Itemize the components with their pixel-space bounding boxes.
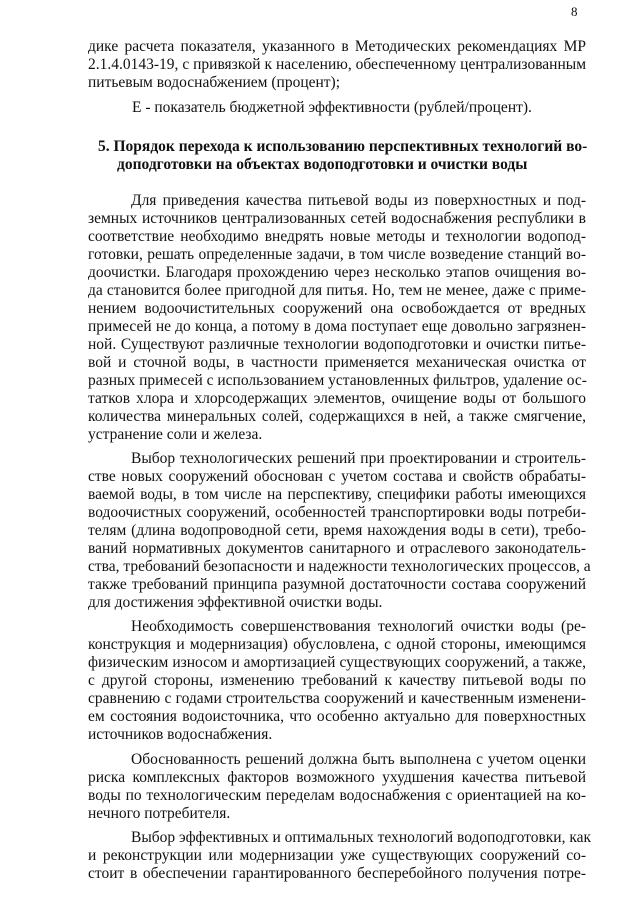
paragraph-line: ем состояния водоисточника, что особенно актуально для поверхностных — [88, 708, 586, 725]
paragraph-line: стоит в обеспечении гарантированного бесперебойного получения потре- — [88, 865, 586, 882]
paragraph-line: примесей не до конца, а потому в дома поступает еще довольно загрязнен- — [88, 318, 586, 335]
paragraph-line: и реконструкции или модернизации уже существующих сооружений со- — [88, 847, 586, 864]
paragraph-line: риска комплексных факторов возможного ухудшения качества питьевой — [88, 769, 586, 786]
paragraph-line: также требований принципа разумной достаточности состава сооружений — [88, 576, 586, 593]
paragraph-line: татков хлора и хлорсодержащих элементов, очищение воды от большого — [88, 390, 586, 407]
paragraph-line: вой и сточной воды, в частности применяется механическая очистка от — [88, 354, 586, 371]
paragraph-line: ваний нормативных документов санитарного и отраслевого законодатель- — [88, 540, 586, 557]
paragraph-line: Необходимость совершенствования технологий очистки воды (ре- — [131, 618, 586, 635]
paragraph-line: Выбор эффективных и оптимальных технологий водоподготовки, как — [131, 829, 592, 846]
intro-line: 2.1.4.0143-19, с привязкой к населению, обеспеченному централизованным — [88, 56, 586, 73]
paragraph-line: количества минеральных солей, содержащихся в ней, а также смягчение, — [88, 408, 586, 425]
paragraph-line: сравнению с годами строительства сооружений и качественным изменени- — [88, 690, 586, 707]
paragraph-line: воды по технологическим переделам водоснабжения с ориентацией на ко- — [88, 787, 586, 804]
paragraph-line: источников водоснабжения. — [88, 726, 273, 743]
paragraph-line: да становится более пригодной для питья. Но, тем не менее, даже с приме- — [88, 282, 586, 299]
paragraph-line: нением водоочистительных сооружений она освобождается от вредных — [88, 300, 586, 317]
paragraph-line: ваемой воды, в том числе на перспективу, специфики работы имеющихся — [88, 486, 586, 503]
paragraph-line: ства, требований безопасности и надежности технологических процессов, а — [88, 558, 591, 575]
paragraph-line: с другой стороны, изменению требований к качеству питьевой воды по — [88, 672, 586, 689]
intro-line: Е - показатель бюджетной эффективности (рублей/процент). — [132, 99, 532, 116]
section-heading: доподготовки на объектах водоподготовки и очистки воды — [117, 156, 528, 173]
paragraph-line: Обоснованность решений должна быть выполнена с учетом оценки — [131, 751, 586, 768]
paragraph-line: физическим износом и амортизацией существующих сооружений, а также, — [88, 654, 586, 671]
paragraph-line: разных примесей с использованием установленных фильтров, удаление ос- — [88, 372, 587, 389]
paragraph-line: Для приведения качества питьевой воды из поверхностных и под- — [131, 192, 586, 209]
paragraph-line: устранение соли и железа. — [88, 426, 263, 443]
intro-line: дике расчета показателя, указанного в Методических рекомендациях МР — [88, 38, 586, 55]
paragraph-line: доочистки. Благодаря прохождению через несколько этапов очищения во- — [88, 264, 586, 281]
intro-line: питьевым водоснабжением (процент); — [88, 74, 341, 91]
paragraph-line: земных источников централизованных сетей водоснабжения республики в — [88, 210, 586, 227]
paragraph-line: ной. Существуют различные технологии водоподготовки и очистки питье- — [88, 336, 586, 353]
paragraph-line: нечного потребителя. — [88, 805, 231, 822]
page-number: 8 — [571, 4, 578, 19]
paragraph-line: стве новых сооружений обоснован с учетом состава и свойств обрабаты- — [88, 468, 586, 485]
section-heading: 5. Порядок перехода к использованию перспективных технологий во- — [98, 138, 588, 155]
paragraph-line: телям (длина водопроводной сети, время нахождения воды в сети), требо- — [88, 522, 586, 539]
paragraph-line: соответствие необходимо внедрять новые методы и технологии водопод- — [88, 228, 586, 245]
paragraph-line: водоочистных сооружений, особенностей транспортировки воды потреби- — [88, 504, 586, 521]
paragraph-line: готовки, решать определенные задачи, в том числе возведение станций во- — [88, 246, 586, 263]
paragraph-line: для достижения эффективной очистки воды. — [88, 594, 383, 611]
paragraph-line: Выбор технологических решений при проектировании и строитель- — [131, 450, 586, 467]
paragraph-line: конструкция и модернизация) обусловлена, с одной стороны, имеющимся — [88, 636, 586, 653]
